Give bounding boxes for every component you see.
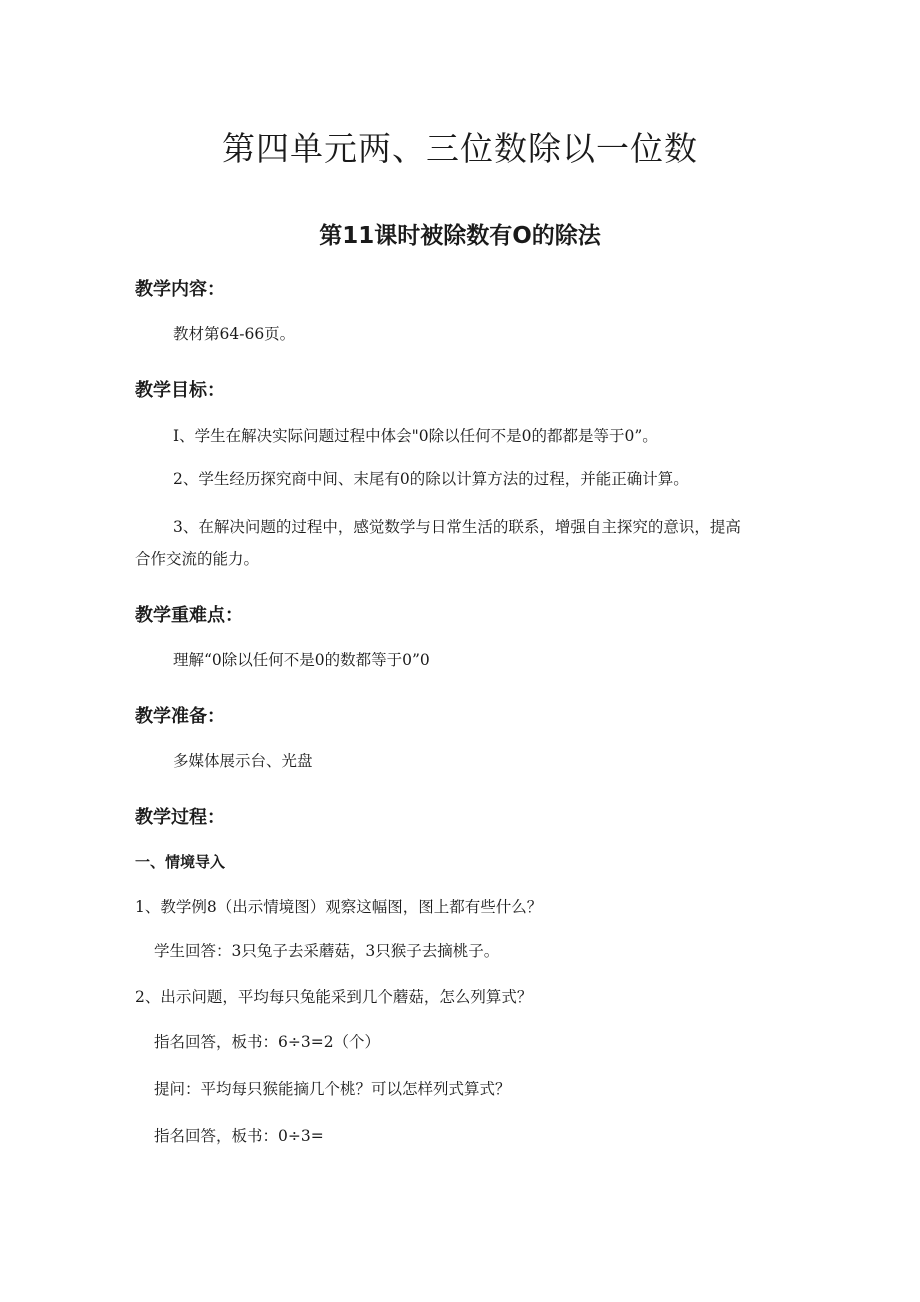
process-item-2-question: 提问：平均每只猴能摘几个桃？可以怎样列式算式？ xyxy=(154,1080,511,1098)
content-heading: 教学内容： xyxy=(135,279,225,300)
process-item-2-answer: 指名回答，板书：6÷3=2（个） xyxy=(154,1033,381,1051)
goal-2: 2、学生经历探究商中间、末尾有0的除以计算方法的过程，并能正确计算。 xyxy=(173,470,689,488)
document-title: 第四单元两、三位数除以一位数 xyxy=(222,129,698,168)
goal-3-line-2: 合作交流的能力。 xyxy=(135,550,260,568)
goal-1: I、学生在解决实际问题过程中体会"0除以任何不是0的都都是等于0”。 xyxy=(173,427,658,445)
prep-heading: 教学准备： xyxy=(135,706,225,727)
part-1-heading: 一、情境导入 xyxy=(135,853,226,871)
prep-text: 多媒体展示台、光盘 xyxy=(173,752,313,770)
keypoints-text: 理解“0除以任何不是0的数都等于0”0 xyxy=(173,651,430,669)
process-item-1: 1、教学例8（出示情境图）观察这幅图，图上都有些什么？ xyxy=(135,898,543,916)
goal-3-line-1: 3、在解决问题的过程中，感觉数学与日常生活的联系，增强自主探究的意识，提高 xyxy=(173,518,741,536)
content-text: 教材第64-66页。 xyxy=(173,325,296,343)
process-heading: 教学过程： xyxy=(135,807,225,828)
process-item-2-answer-2: 指名回答，板书：0÷3= xyxy=(154,1127,324,1145)
goals-heading: 教学目标： xyxy=(135,380,225,401)
keypoints-heading: 教学重难点： xyxy=(135,605,243,626)
lesson-subtitle: 第11课时被除数有O的除法 xyxy=(319,223,601,249)
process-item-1-answer: 学生回答：3只兔子去采蘑菇，3只猴子去摘桃子。 xyxy=(154,942,500,960)
process-item-2: 2、出示问题，平均每只兔能采到几个蘑菇，怎么列算式？ xyxy=(135,988,533,1006)
